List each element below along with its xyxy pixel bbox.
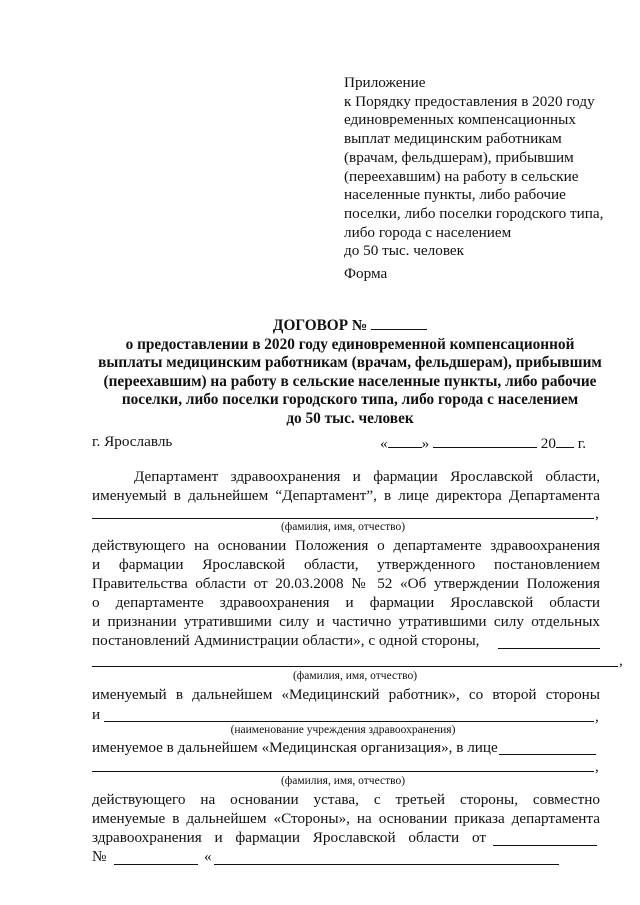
paragraph-line: и признании утратившими силу и частично утратившими силу отдельных bbox=[92, 613, 600, 630]
document-title bbox=[90, 315, 610, 428]
paragraph-line: постановлений Администрации области», с одной стороны, bbox=[92, 632, 480, 649]
quote-open: « bbox=[380, 435, 388, 452]
paragraph-line: о департаменте здравоохранения и фармации Ярославской области bbox=[92, 594, 600, 611]
order-date-blank[interactable] bbox=[493, 845, 597, 846]
title-line: выплаты медицинским работникам (врачам, фельдшерам), прибывшим bbox=[98, 354, 602, 371]
paragraph-line: именуемый в дальнейшем “Департамент”, в лице директора Департамента bbox=[92, 487, 600, 504]
paragraph-line: действующего на основании устава, с третьей стороны, совместно bbox=[92, 791, 600, 808]
signature-line[interactable] bbox=[92, 666, 618, 667]
field-caption: (фамилия, имя, отчество) bbox=[280, 521, 406, 533]
comma: , bbox=[595, 758, 599, 775]
quote-close: » bbox=[421, 435, 430, 452]
year-suffix: г. bbox=[577, 435, 587, 452]
paragraph-line: действующего на основании Положения о департаменте здравоохранения bbox=[92, 537, 600, 554]
order-number-blank[interactable] bbox=[114, 864, 198, 865]
appendix-line: (переехавшим) на работу в сельские bbox=[344, 167, 579, 185]
title-line: о предоставлении в 2020 году единовременной компенсационной bbox=[125, 335, 575, 353]
appendix-line: (врачам, фельдшерам), прибывшим bbox=[344, 148, 574, 166]
paragraph-line: именуемое в дальнейшем «Медицинская организация», в лице bbox=[92, 739, 498, 756]
title-line: до 50 тыс. человек bbox=[286, 409, 414, 427]
signature-line[interactable] bbox=[92, 771, 594, 772]
paragraph-line: и bbox=[92, 706, 101, 723]
appendix-line: единовременных компенсационных bbox=[344, 111, 576, 129]
contract-heading-text: ДОГОВОР № bbox=[272, 317, 368, 334]
appendix-line: до 50 тыс. человек bbox=[344, 242, 465, 260]
paragraph-line: именуемый в дальнейшем «Медицинский работник», со второй стороны bbox=[92, 686, 600, 703]
field-caption: (фамилия, имя, отчество) bbox=[280, 775, 406, 787]
signature-line[interactable] bbox=[92, 518, 594, 519]
organization-line[interactable] bbox=[104, 721, 594, 722]
title-line: (переехавшим) на работу в сельские населенные пункты, либо рабочие bbox=[103, 372, 597, 390]
date-field bbox=[380, 433, 586, 453]
year-prefix: 20 bbox=[540, 435, 556, 452]
field-caption: (фамилия, имя, отчество) bbox=[292, 670, 418, 682]
title-line: поселки, либо поселки городского типа, либо города с населением bbox=[121, 391, 579, 408]
comma: , bbox=[619, 652, 623, 669]
field-caption: (наименование учреждения здравоохранения) bbox=[230, 724, 456, 736]
form-label: Форма bbox=[344, 265, 388, 282]
paragraph-line: здравоохранения и фармации Ярославской области от bbox=[92, 829, 486, 846]
appendix-line: Приложение bbox=[344, 74, 426, 91]
contract-heading bbox=[90, 315, 610, 336]
order-number-label: № bbox=[92, 848, 107, 865]
paragraph-line: и фармации Ярославской области, утвержденного постановлением bbox=[92, 556, 600, 573]
order-title-blank[interactable] bbox=[214, 864, 559, 865]
appendix-line: либо города с населением bbox=[344, 223, 512, 241]
appendix-line: поселки, либо поселки городского типа, bbox=[344, 204, 604, 222]
appendix-line: выплат медицинским работникам bbox=[344, 130, 562, 148]
party-blank[interactable] bbox=[498, 648, 600, 649]
appendix-block bbox=[344, 74, 606, 261]
representative-blank[interactable] bbox=[499, 754, 596, 755]
year-blank[interactable] bbox=[556, 433, 574, 448]
contract-number-blank[interactable] bbox=[371, 315, 427, 330]
paragraph-line: Департамент здравоохранения и фармации Ярославской области, bbox=[134, 468, 600, 485]
month-blank[interactable] bbox=[433, 433, 537, 448]
paragraph-line: именуемые в дальнейшем «Стороны», на основании приказа департамента bbox=[92, 810, 600, 827]
city-label: г. Ярославль bbox=[92, 433, 173, 450]
comma: , bbox=[595, 708, 599, 725]
appendix-line: населенные пункты, либо рабочие bbox=[344, 186, 566, 204]
comma: , bbox=[595, 505, 599, 522]
quote-open: « bbox=[204, 848, 212, 865]
appendix-line: к Порядку предоставления в 2020 году bbox=[344, 92, 595, 110]
paragraph-line: Правительства области от 20.03.2008 № 52 «Об утверждении Положения bbox=[92, 575, 600, 592]
day-blank[interactable] bbox=[388, 433, 422, 448]
